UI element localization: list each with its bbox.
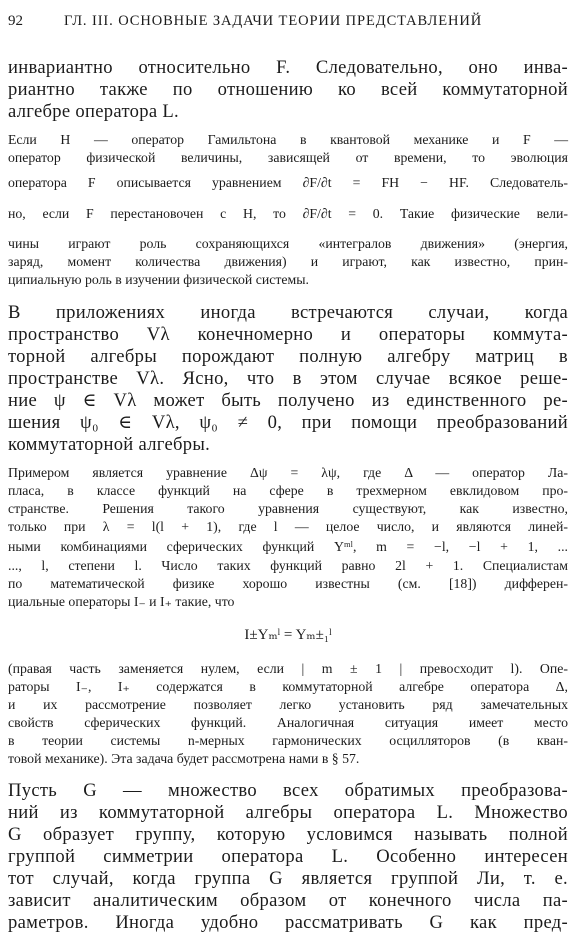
page-header — [8, 10, 570, 32]
text-line: товой механике). Эта задача будет рассмотрена нами в § 57. — [8, 751, 360, 766]
text-line: ..., l, степени l. Число таких функций равно 2l + 1. Специалистам — [8, 558, 568, 573]
text-line: В приложениях иногда встречаются случаи, когда — [8, 302, 568, 323]
text-line: шения ψ₀ ∈ Vλ, ψ₀ ≠ 0, при помощи преобразований — [8, 412, 568, 433]
text-line: пласа, в классе функций на сфере в трехмерном евклидовом про- — [8, 483, 568, 498]
text-line: циальные операторы I₋ и I₊ такие, что — [8, 594, 235, 609]
text-line: риантно также по отношению ко всей коммутаторной — [8, 79, 568, 100]
text-line: чины играют роль сохраняющихся «интегралов движения» (энергия, — [8, 236, 568, 251]
page-number: 92 — [8, 13, 23, 29]
text-line: тот случай, когда группа G является группой Ли, т. е. — [8, 868, 568, 889]
text-line: странстве. Решения такого уравнения существуют, как известно, — [8, 501, 568, 516]
text-line: ципиальную роль в изучении физической системы. — [8, 272, 309, 287]
text-line: ние ψ ∈ Vλ может быть получено из единственного ре- — [8, 390, 568, 411]
text-line: по математической физике хорошо известны (см. [18]) дифферен- — [8, 576, 568, 591]
text-line: (правая часть заменяется нулем, если | m ± 1 | превосходит l). Опе- — [8, 661, 568, 676]
text-line: в теории системы n-мерных гармонических осцилляторов (в кван- — [8, 733, 568, 748]
text-line: коммутаторной алгебры. — [8, 434, 211, 455]
text-line: группой симметрии оператора L. Особенно интересен — [8, 846, 568, 867]
text-line: заряд, момент количества движения) и играют, как известно, прин- — [8, 254, 568, 269]
text-line: оператора F описывается уравнением ∂F/∂t = FH − HF. Следователь- — [8, 175, 568, 190]
text-line: раторы I₋, I₊ содержатся в коммутаторной алгебре оператора Δ, — [8, 679, 568, 694]
text-line: торной алгебры порождают полную алгебру матриц в — [8, 346, 568, 367]
text-line: пространство Vλ конечномерно и операторы коммута- — [8, 324, 568, 345]
text-line: раметров. Иногда удобно рассматривать G как пред- — [8, 912, 568, 933]
text-line: зависит аналитическим образом от конечного числа па- — [8, 890, 568, 911]
text-line: G образует группу, которую условимся называть полной — [8, 824, 568, 845]
text-line: и их рассмотрение позволяет легко установить ряд замечательных — [8, 697, 568, 712]
text-line: Примером является уравнение Δψ = λψ, где Δ — оператор Ла- — [8, 465, 568, 480]
text-line: пространстве Vλ. Ясно, что в этом случае всякое реше- — [8, 368, 568, 389]
text-line: Если H — оператор Гамильтона в квантовой механике и F — — [8, 132, 568, 147]
text-line: ными комбинациями сферических функций Yᵐˡ, m = −l, −l + 1, ... — [8, 539, 568, 554]
text-line: инвариантно относительно F. Следовательно, оно инва- — [8, 57, 568, 78]
text-line: Пусть G — множество всех обратимых преобразова- — [8, 780, 568, 801]
display-formula: I±Yₘˡ = Yₘ±₁ˡ — [244, 627, 332, 643]
text-line: но, если F перестановочен с H, то ∂F/∂t = 0. Такие физические вели- — [8, 206, 568, 221]
text-line: алгебре оператора L. — [8, 101, 179, 122]
running-title: ГЛ. III. ОСНОВНЫЕ ЗАДАЧИ ТЕОРИИ ПРЕДСТАВЛЕНИЙ — [64, 13, 483, 29]
text-line: оператор физической величины, зависящей от времени, то эволюция — [8, 150, 568, 165]
text-line: свойств сферических функций. Аналогичная ситуация имеет место — [8, 715, 568, 730]
text-line: только при λ = l(l + 1), где l — целое число, и являются линей- — [8, 519, 568, 534]
text-line: ний из коммутаторной алгебры оператора L. Множество — [8, 802, 568, 823]
